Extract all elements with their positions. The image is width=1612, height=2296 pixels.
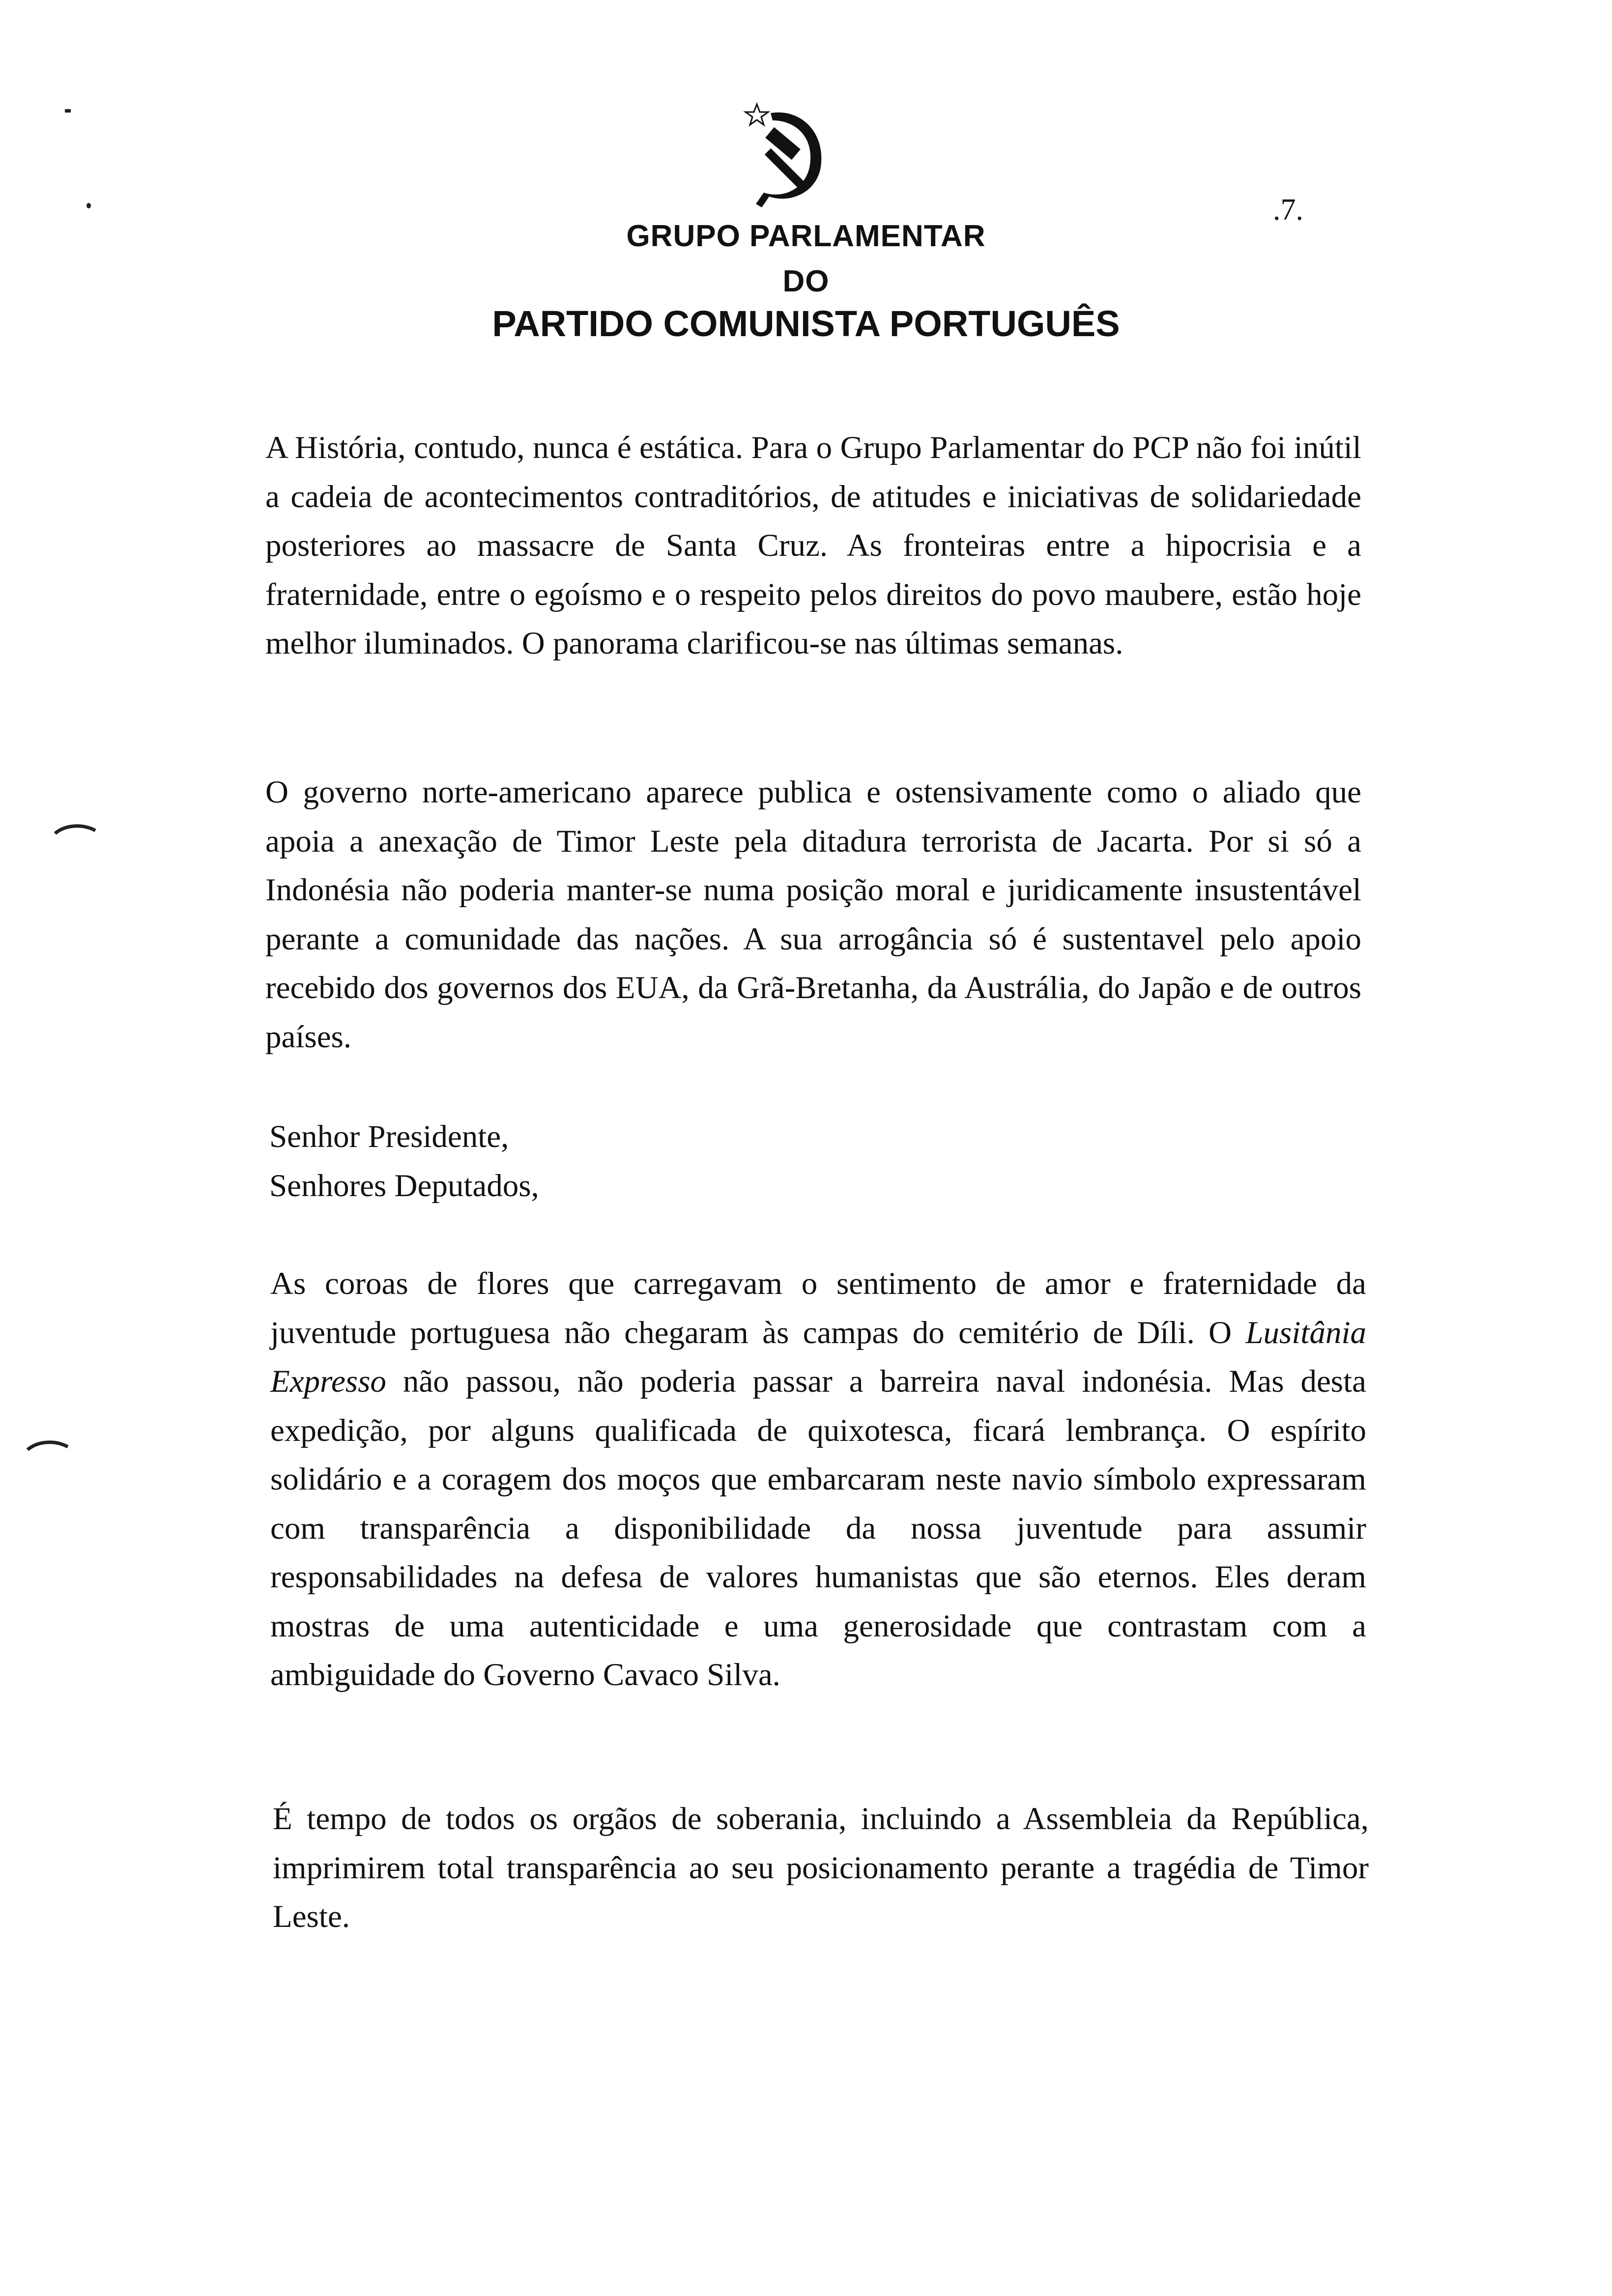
- ship-name: Lusitânia Expresso: [270, 1315, 1366, 1399]
- header-group-title: GRUPO PARLAMENTAR: [626, 219, 986, 253]
- paragraph-4-part-1: As coroas de flores que carregavam o sentimento de amor e fraternidade da juventude portuguesa não chegaram às campas do cemitério de Díli. O: [270, 1266, 1366, 1350]
- paragraph-5: [273, 1795, 1369, 1942]
- salutation: [269, 1113, 1365, 1210]
- hammer-sickle-star-icon: [727, 98, 845, 216]
- paragraph-1: [265, 424, 1361, 668]
- paragraph-2-text: O governo norte-americano aparece publica e ostensivamente como o aliado que apoia a anexação de Timor Leste pela ditadura terrorista de Jacarta. Por si só a Indonésia não poderia manter-se numa posição moral e juridicamente insustentável perante a comunidade das nações. A sua arrogância só é sustentavel pelo apoio recebido dos governos dos EUA, da Grã-Bretanha, da Austrália, do Japão e de outros países.: [265, 775, 1361, 1055]
- header-do: DO: [782, 264, 830, 298]
- scan-mark: [86, 203, 91, 208]
- paragraph-4: [270, 1260, 1366, 1700]
- paragraph-5-text: É tempo de todos os orgãos de soberania, incluindo a Assembleia da República, imprimirem total transparência ao seu posicionamento perante a tragédia de Timor Leste.: [273, 1801, 1369, 1934]
- scan-mark: [53, 819, 97, 838]
- paragraph-4-part-2: não passou, não poderia passar a barreira naval indonésia. Mas desta expedição, por alguns qualificada de quixotesca, ficará lembrança. O espírito solidário e a coragem dos moços que embarcaram neste navio símbolo expressaram com transparência a disponibilidade da nossa juventude para assumir responsabilidades na defesa de valores humanistas que são eternos. Eles deram mostras de uma autenticidade e uma generosidade que contrastam com a ambiguidade do Governo Cavaco Silva.: [270, 1364, 1366, 1693]
- paragraph-4-text: [270, 1260, 1366, 1700]
- page-number: .7.: [1273, 193, 1303, 227]
- scan-mark: [65, 109, 71, 113]
- salutation-line-2: Senhores Deputados,: [269, 1168, 539, 1204]
- header-party-name: PARTIDO COMUNISTA PORTUGUÊS: [492, 303, 1120, 344]
- paragraph-1-text: A História, contudo, nunca é estática. Para o Grupo Parlamentar do PCP não foi inútil a cadeia de acontecimentos contraditórios, de atitudes e iniciativas de solidariedade posteriores ao massacre de Santa Cruz. As fronteiras entre a hipocrisia e a fraternidade, entre o egoísmo e o respeito pelos direitos do povo maubere, estão hoje melhor iluminados. O panorama clarificou-se nas últimas semanas.: [265, 430, 1361, 661]
- salutation-line-1: Senhor Presidente,: [269, 1119, 509, 1154]
- paragraph-2: [265, 768, 1361, 1062]
- scan-mark: [26, 1435, 70, 1455]
